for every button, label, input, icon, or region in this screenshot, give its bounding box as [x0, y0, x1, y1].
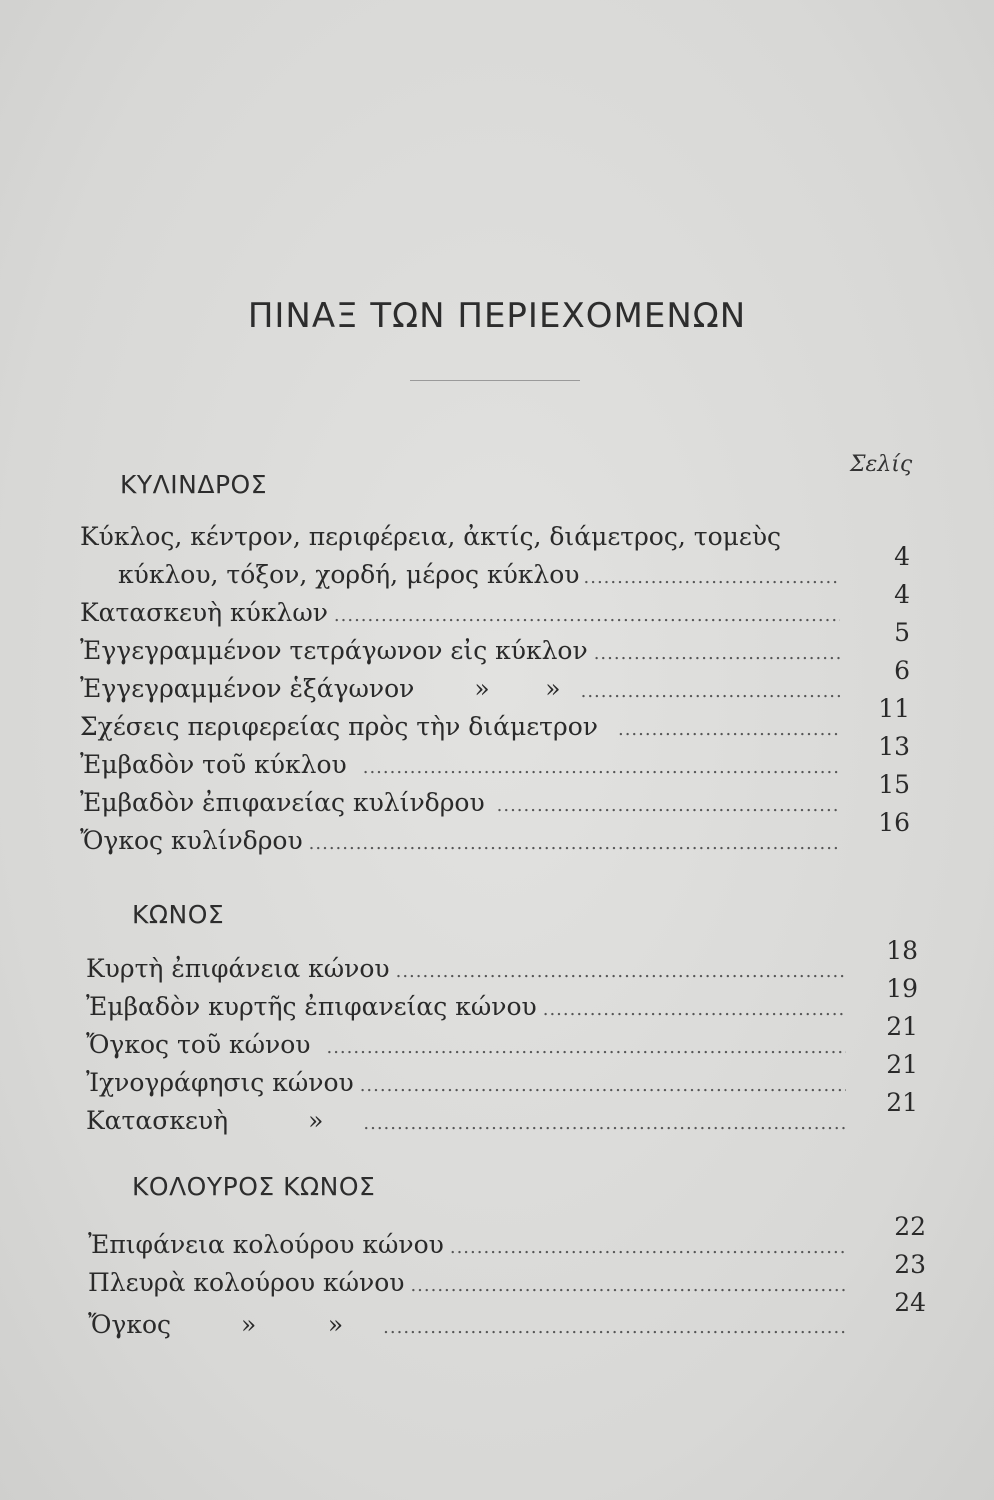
leader-dots [584, 567, 841, 588]
toc-page-number: 13 [878, 732, 910, 761]
leader-dots [497, 795, 840, 816]
toc-entry [86, 1106, 846, 1140]
toc-entry [80, 750, 840, 784]
toc-page-number: 23 [894, 1250, 926, 1279]
toc-entry-label: κύκλου, τόξον, χορδή, μέρος κύκλου [118, 560, 580, 589]
leader-dots [363, 757, 840, 778]
leader-dots [450, 1237, 848, 1258]
toc-entry-label: Ὄγκος κυλίνδρου [80, 826, 303, 855]
toc-page-number: 6 [894, 656, 910, 685]
toc-entry-line1: Κύκλος, κέντρον, περιφέρεια, ἀκτίς, διάμετρος, τομεὺς [80, 522, 782, 551]
toc-entry [86, 1030, 846, 1064]
toc-page-number: 21 [886, 1050, 918, 1079]
page-column-header: Σελίς [850, 452, 913, 477]
toc-entry-label: Ἐμβαδὸν τοῦ κύκλου [80, 750, 347, 779]
toc-entry-label: Ἰχνογράφησις κώνου [86, 1068, 354, 1097]
toc-entry-label: Σχέσεις περιφερείας πρὸς τὴν διάμετρον [80, 712, 598, 741]
toc-entry-label: Πλευρὰ κολούρου κώνου [88, 1268, 405, 1297]
toc-entry [80, 598, 840, 632]
leader-dots [594, 643, 840, 664]
ditto-mark: » » [241, 1310, 344, 1339]
toc-entry [80, 636, 840, 670]
section-heading-cylinder: ΚΥΛΙΝΔΡΟΣ [120, 470, 267, 499]
toc-page-number: 5 [894, 618, 910, 647]
toc-entry [86, 954, 846, 988]
leader-dots [396, 961, 846, 982]
toc-entry-label: Ἐγγεγραμμένον τετράγωνον εἰς κύκλον [80, 636, 588, 665]
leader-dots [618, 719, 840, 740]
toc-entry [88, 1230, 848, 1264]
leader-dots [383, 1317, 848, 1338]
toc-entry [86, 992, 846, 1026]
ditto-mark: » [308, 1106, 324, 1135]
leader-dots [363, 1113, 846, 1134]
toc-page-number: 22 [894, 1212, 926, 1241]
toc-entry-label: Ἐγγεγραμμένον ἑξάγωνον [80, 674, 415, 703]
leader-dots [360, 1075, 846, 1096]
toc-entry-label: Ὄγκος τοῦ κώνου [86, 1030, 311, 1059]
title-divider [410, 380, 580, 381]
toc-entry-label: Ἐμβαδὸν ἐπιφανείας κυλίνδρου [80, 788, 485, 817]
leader-dots [309, 833, 840, 854]
toc-entry-label: Κυρτὴ ἐπιφάνεια κώνου [86, 954, 390, 983]
section-heading-cone: ΚΩΝΟΣ [132, 900, 225, 929]
toc-page-number: 16 [878, 808, 910, 837]
toc-page-number: 4 [894, 542, 910, 571]
toc-page-number: 15 [878, 770, 910, 799]
toc-entry-label: Ἐμβαδὸν κυρτῆς ἐπιφανείας κώνου [86, 992, 537, 1021]
toc-entry [88, 1310, 848, 1344]
toc-page-number: 18 [886, 936, 918, 965]
leader-dots [326, 1037, 846, 1058]
toc-entry [80, 674, 840, 708]
leader-dots [581, 681, 840, 702]
toc-page-number: 11 [878, 694, 910, 723]
toc-entry [80, 826, 840, 860]
toc-entry-label: Ἐπιφάνεια κολούρου κώνου [88, 1230, 444, 1259]
toc-page-number: 24 [894, 1288, 926, 1317]
toc-entry [80, 712, 840, 746]
leader-dots [410, 1275, 848, 1296]
toc-entry-label: Κατασκευὴ [86, 1106, 229, 1135]
toc-page-number: 21 [886, 1088, 918, 1117]
ditto-mark: » » [474, 674, 561, 703]
section-heading-frustum: ΚΟΛΟΥΡΟΣ ΚΩΝΟΣ [132, 1172, 376, 1201]
toc-page-number: 21 [886, 1012, 918, 1041]
toc-entry [86, 1068, 846, 1102]
leader-dots [543, 999, 846, 1020]
leader-dots [334, 605, 840, 626]
page-title: ΠΙΝΑΞ ΤΩΝ ΠΕΡΙΕΧΟΜΕΝΩΝ [247, 296, 747, 336]
toc-page-number: 4 [894, 580, 910, 609]
toc-entry-label: Κατασκευὴ κύκλων [80, 598, 328, 627]
toc-entry [88, 1268, 848, 1302]
toc-entry-label: Ὄγκος [88, 1310, 172, 1339]
toc-page-number: 19 [886, 974, 918, 1003]
toc-entry-line2 [118, 560, 840, 594]
toc-entry [80, 788, 840, 822]
